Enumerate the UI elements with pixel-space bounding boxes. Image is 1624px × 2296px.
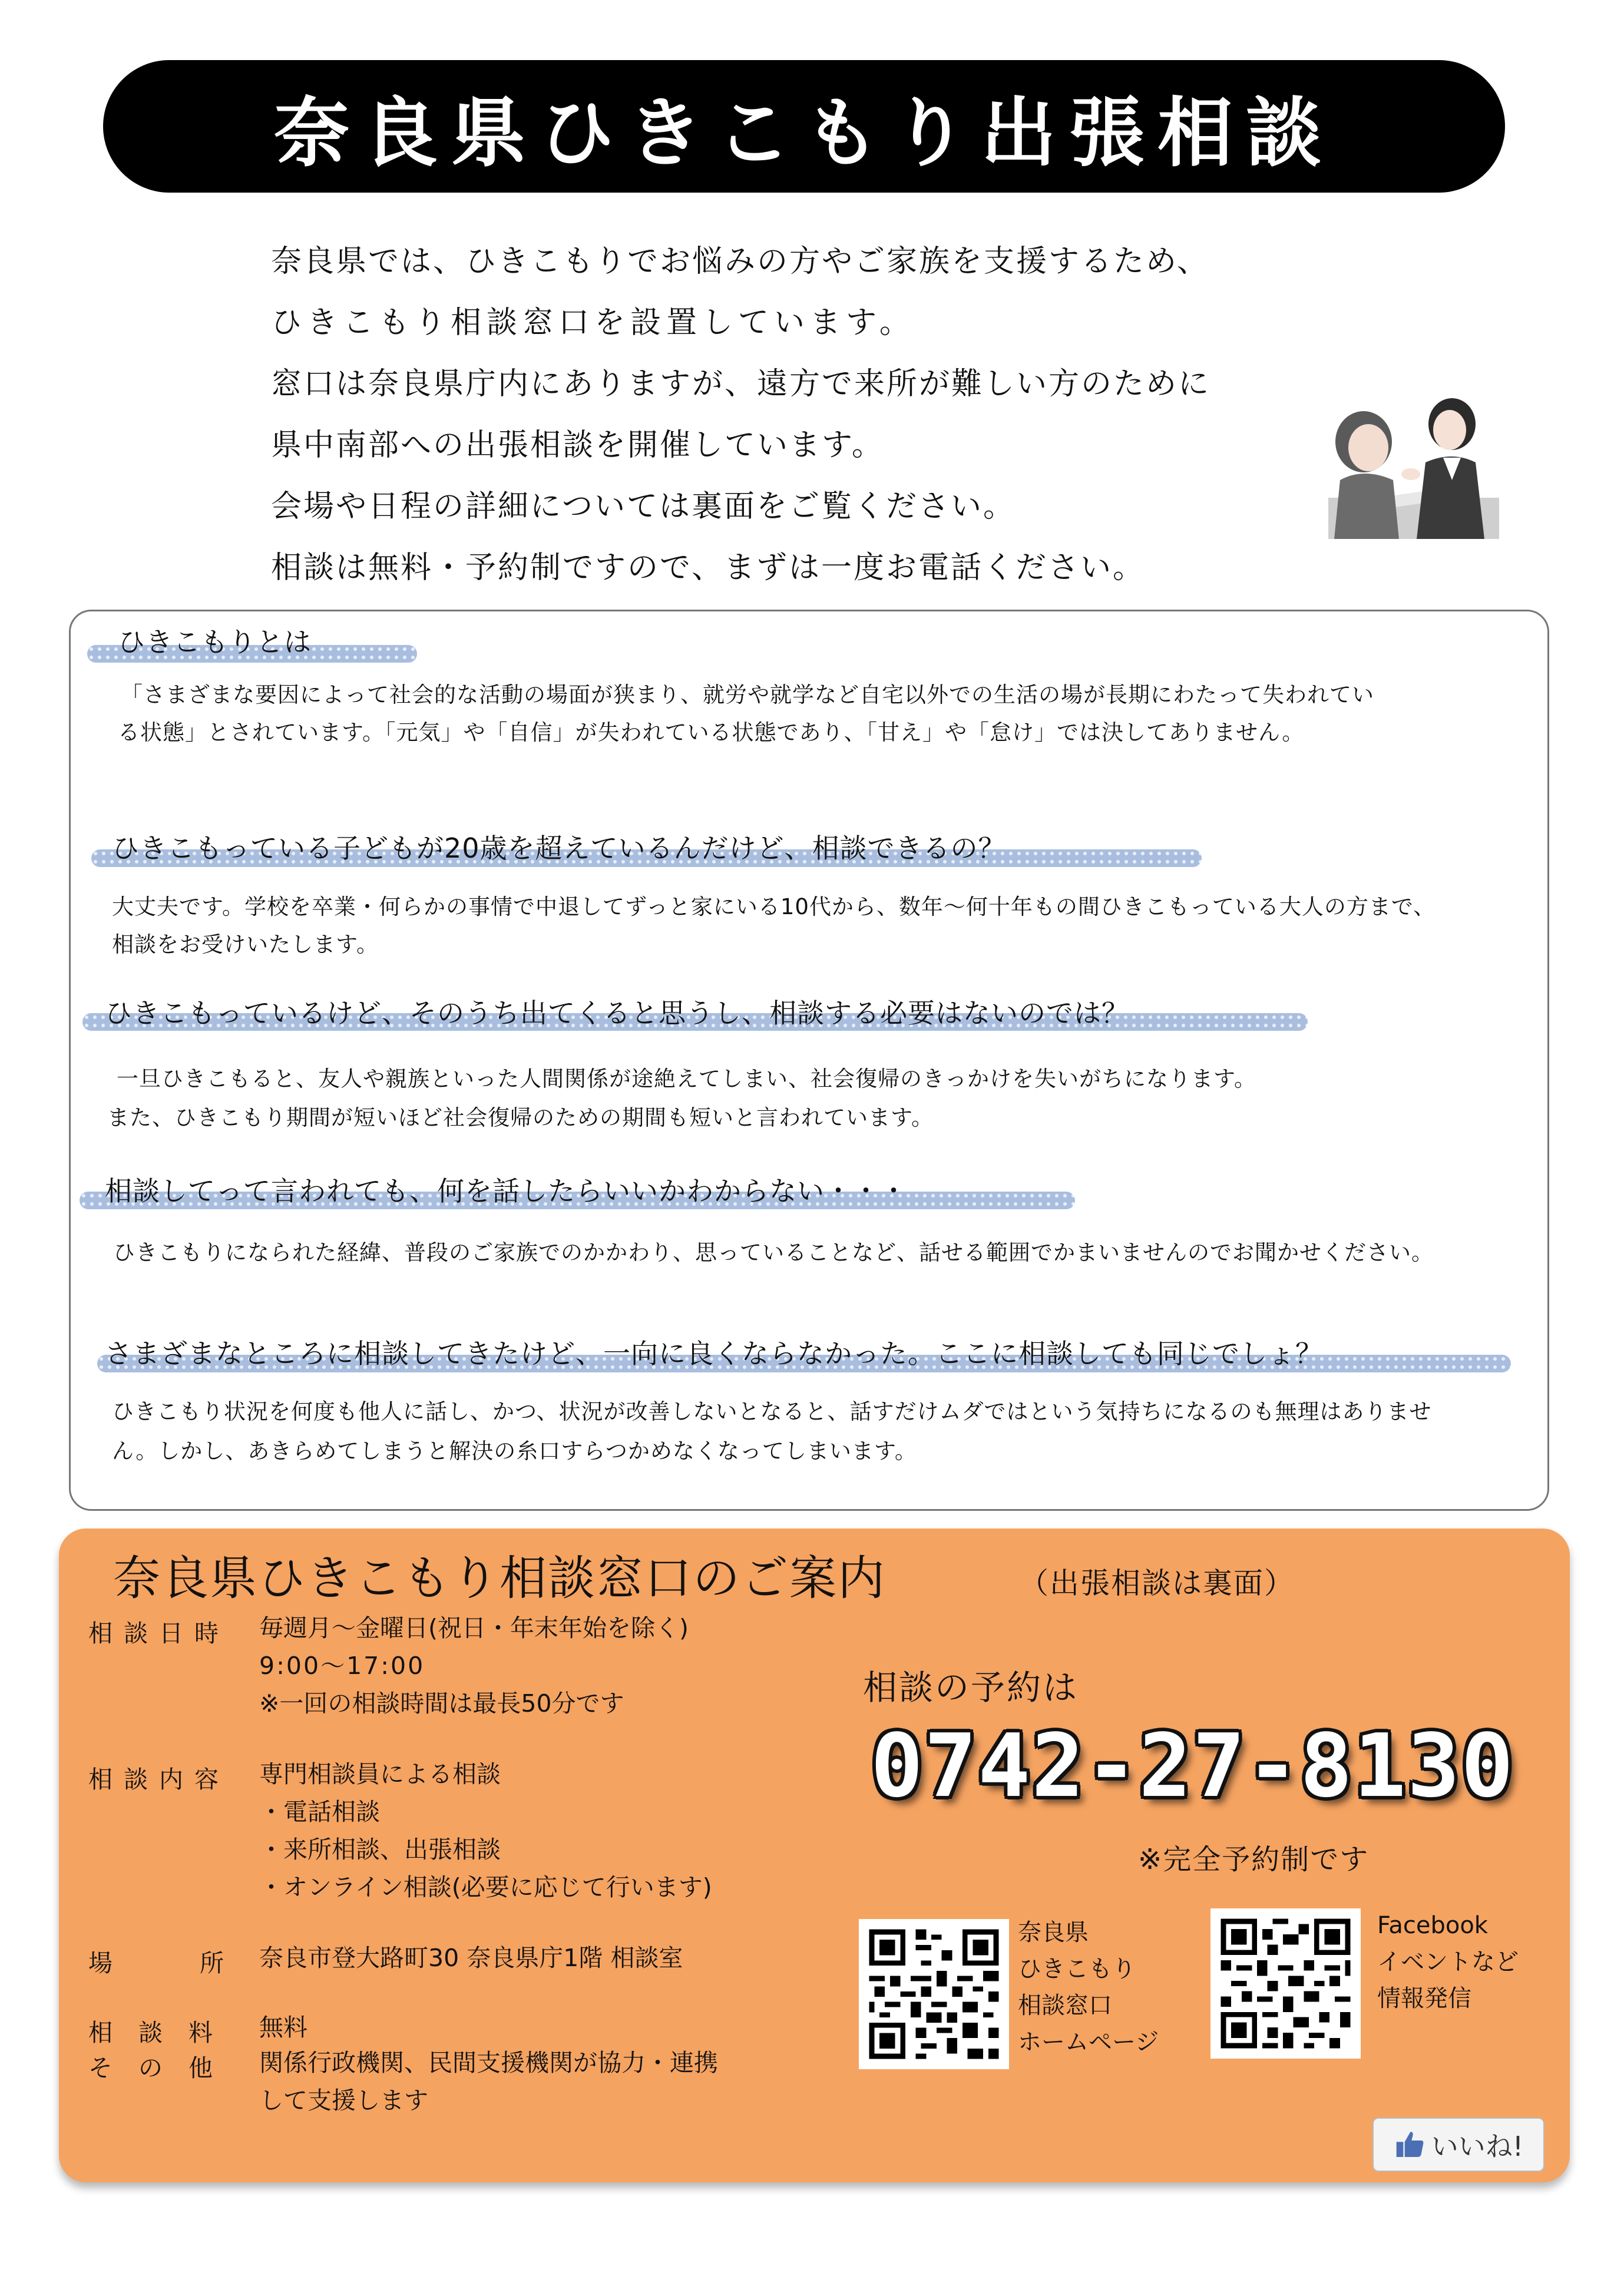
info-title: 奈良県ひきこもり相談窓口のご案内: [113, 1551, 886, 1606]
info-value: して支援します: [259, 2086, 428, 2115]
faq-question: ひきこもっている子どもが20歳を超えているんだけど、相談できるの？: [112, 832, 1006, 864]
info-label: 相談内容: [88, 1765, 230, 1794]
faq-answer-line: ひきこもり状況を何度も他人に話し、かつ、状況が改善しないとなると、話すだけムダではという気持ちになるのも無理はありませ: [112, 1399, 1432, 1424]
info-value: 関係行政機関、民間支援機関が協力・連携: [259, 2049, 718, 2077]
info-value: ※一回の相談時間は最長50分です: [259, 1689, 624, 1718]
qr-label: Facebook: [1377, 1912, 1488, 1939]
faq-answer-line: 一旦ひきこもると、友人や親族といった人間関係が途絶えてしまい、社会復帰のきっかけを失いがちになります。: [117, 1066, 1257, 1091]
qr-label: 情報発信: [1377, 1985, 1471, 2012]
info-label: その他: [88, 2054, 239, 2082]
thumbs-up-icon: [1394, 2128, 1427, 2161]
intro-line: 相談は無料・予約制ですので、まずは一度お電話ください。: [271, 550, 1145, 585]
phone-number[interactable]: 0742-27-8130: [871, 1715, 1515, 1817]
consultation-illustration: [1328, 392, 1499, 539]
title-banner: [103, 60, 1505, 193]
faq-answer-line: る状態」とされています。「元気」や「自信」が失われている状態であり、「甘え」や「怠け」では決してありません。: [118, 720, 1305, 745]
info-label: 相談日時: [88, 1619, 230, 1647]
intro-line: ひきこもり相談窓口を設置しています。: [271, 305, 915, 340]
intro-text: [271, 231, 1367, 598]
faq-answer-line: 相談をお受けいたします。: [112, 932, 379, 957]
faq-answer-line: ん。しかし、あきらめてしまうと解決の糸口すらつかめなくなってしまいます。: [112, 1438, 917, 1464]
intro-line: 会場や日程の詳細については裏面をご覧ください。: [271, 489, 1016, 524]
info-label: 相談料: [88, 2019, 239, 2047]
qr-label: ホームページ: [1018, 2029, 1159, 2056]
info-value: 無料: [259, 2013, 307, 2042]
facebook-qr-code[interactable]: [1210, 1908, 1361, 2059]
intro-line: 奈良県では、ひきこもりでお悩みの方やご家族を支援するため、: [271, 244, 1209, 279]
faq-question: ひきこもっているけど、そのうち出てくると思うし、相談する必要はないのでは？: [105, 997, 1129, 1029]
qr-label: 相談窓口: [1018, 1992, 1112, 2019]
info-value: 奈良市登大路町30 奈良県庁1階 相談室: [259, 1944, 683, 1972]
qr-label: 奈良県: [1018, 1919, 1089, 1946]
intro-line: 窓口は奈良県庁内にありますが、遠方で来所が難しい方のために: [271, 366, 1211, 402]
like-label: いいね!: [1431, 2130, 1524, 2162]
faq-answer-line: ひきこもりになられた経緯、普段のご家族でのかかわり、思っていることなど、話せる範囲でかまいませんのでお聞かせください。: [113, 1240, 1434, 1265]
homepage-qr-code[interactable]: [859, 1919, 1009, 2069]
like-button[interactable]: [1372, 2118, 1544, 2172]
info-value: ・来所相談、出張相談: [259, 1835, 501, 1864]
info-value: ・オンライン相談(必要に応じて行います): [259, 1873, 712, 1901]
info-value: 9:00～17:00: [259, 1652, 425, 1680]
faq-question: さまざまなところに相談してきたけど、一向に良くならなかった。ここに相談しても同じでしょ？: [105, 1338, 1323, 1369]
faq-answer-line: 「さまざまな要因によって社会的な活動の場面が狭まり、就労や就学など自宅以外での生活の場が長期にわたって失われてい: [121, 682, 1374, 707]
info-label: 場所: [88, 1949, 311, 1977]
info-value: ・電話相談: [259, 1798, 380, 1826]
info-value: 専門相談員による相談: [259, 1760, 501, 1788]
page-title: 奈良県ひきこもり出張相談: [273, 89, 1334, 177]
reservation-note: ※完全予約制です: [1138, 1843, 1370, 1876]
faq-answer-line: 大丈夫です。学校を卒業・何らかの事情で中退してずっと家にいる10代から、数年～何十年もの間ひきこもっている大人の方まで、: [112, 894, 1436, 919]
qr-label: ひきこもり: [1018, 1956, 1136, 1983]
faq-question: 相談してって言われても、何を話したらいいかわからない・・・: [105, 1175, 908, 1207]
reservation-label: 相談の予約は: [863, 1668, 1079, 1708]
intro-line: 県中南部への出張相談を開催しています。: [271, 428, 884, 463]
faq-question: ひきこもりとは: [118, 626, 312, 658]
info-value: 毎週月～金曜日(祝日・年末年始を除く): [259, 1614, 689, 1642]
qr-label: イベントなど: [1377, 1948, 1519, 1976]
info-subtitle: （出張相談は裏面）: [1019, 1566, 1295, 1600]
faq-answer-line: また、ひきこもり期間が短いほど社会復帰のための期間も短いと言われています。: [107, 1105, 934, 1130]
